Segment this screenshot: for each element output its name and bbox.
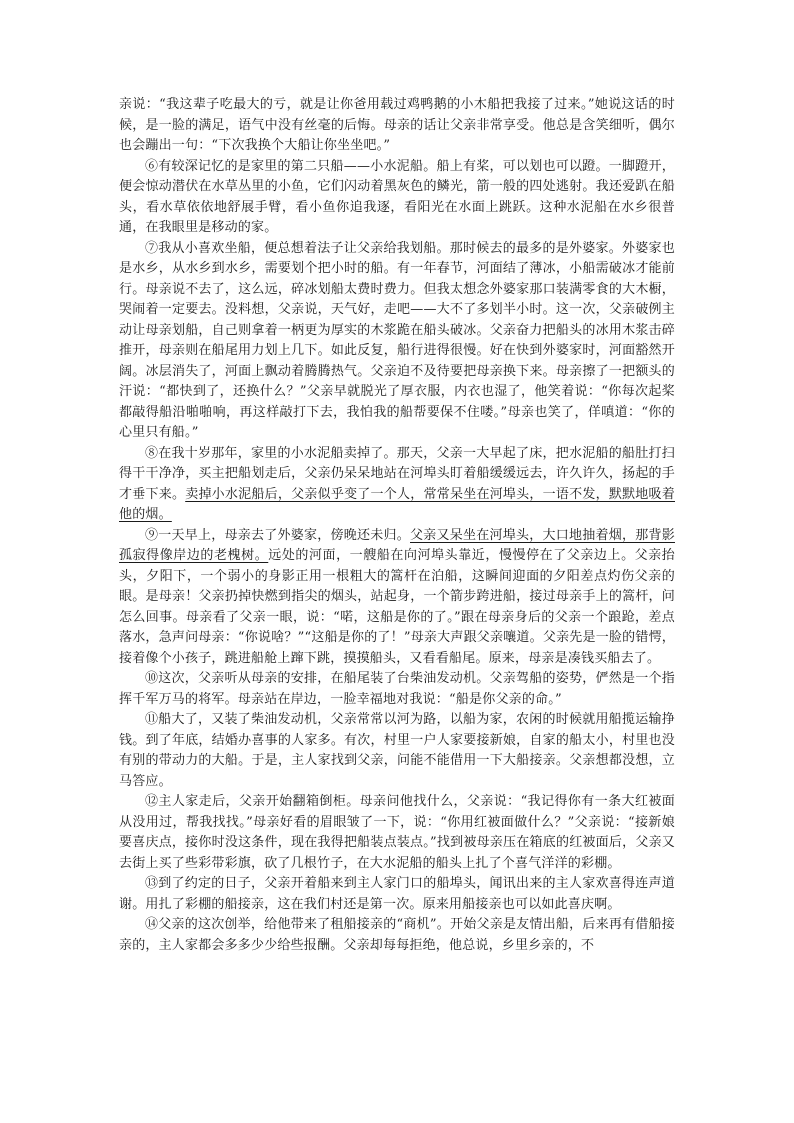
paragraph-text: ⑧在我十岁那年，家里的小水泥船卖掉了。那天，父亲一大早起了床，把水泥船的船肚打扫得干干净净，买主把船划走后，父亲仍呆呆地站在河埠头盯着船缓缓远去，许久许久，扬起的手才垂下来。 <box>119 445 675 502</box>
underlined-sentence: 父亲又呆坐在河埠头，大口地抽着烟，那背影孤寂得像岸边的老槐树。 <box>119 527 675 563</box>
paragraph-text: ⑬到了约定的日子，父亲开着船来到主人家门口的船埠头，闻讯出来的主人家欢喜得连声道谢。用扎了彩棚的船接亲，这在我们村还是第一次。原来用船接亲也可以如此喜庆啊。 <box>119 876 675 912</box>
paragraph-10 <box>119 669 675 710</box>
paragraph-text: ⑨一天早上，母亲去了外婆家，傍晚还未归。 <box>145 527 411 543</box>
underlined-sentence: 卖掉小水泥船后，父亲似乎变了一个人，常常呆坐在河埠头，一语不发，默默地吸着他的烟。 <box>119 486 675 522</box>
paragraph-text: 亲说：“我这辈子吃最大的亏，就是让你爸用载过鸡鸭鹅的小木船把我接了过来。”她说这话的时候，是一脸的满足，语气中没有丝毫的后悔。母亲的话让父亲非常享受。他总是含笑细听，偶尔也会蹦出一句：“下次我换个大船让你坐坐吧。” <box>119 97 675 153</box>
paragraph-14 <box>119 915 675 956</box>
paragraph-7 <box>119 239 675 444</box>
paragraph-12 <box>119 792 675 874</box>
paragraph-continued <box>119 95 675 157</box>
paragraph-11 <box>119 710 675 792</box>
paragraph-8 <box>119 444 675 526</box>
paragraph-text: ⑩这次，父亲听从母亲的安排，在船尾装了台柴油发动机。父亲驾船的姿势，俨然是一个指挥千军万马的将军。母亲站在岸边，一脸幸福地对我说：“船是你父亲的命。” <box>119 671 675 707</box>
paragraph-text: ⑥有较深记忆的是家里的第二只船——小水泥船。船上有桨，可以划也可以蹬。一脚蹬开，便会惊动潜伏在水草丛里的小鱼，它们闪动着黑灰色的鳞光，箭一般的四处逃射。我还爱趴在船头，看水草依依地舒展手臂，看小鱼你追我逐，看阳光在水面上跳跃。这种水泥船在水乡很普通，在我眼里是移动的家。 <box>119 158 675 235</box>
paragraph-9 <box>119 526 675 670</box>
paragraph-text: ⑫主人家走后，父亲开始翻箱倒柜。母亲问他找什么，父亲说：“我记得你有一条大红被面从没用过，帮我找找。”母亲好看的眉眼皱了一下，说：“你用红被面做什么？”父亲说：“接新娘要喜庆点，接你时没这条件，现在我得把船装点装点。”找到被母亲压在箱底的红被面后，父亲又去街上买了些彩带彩旗，砍了几根竹子，在大水泥船的船头上扎了个喜气洋洋的彩棚。 <box>119 794 675 871</box>
article-body <box>119 95 675 956</box>
paragraph-text-after: 远处的河面，一艘船在向河埠头靠近，慢慢停在了父亲边上。父亲抬头，夕阳下，一个弱小的身影正用一根粗大的篙杆在泊船，这瞬间迎面的夕阳差点灼伤父亲的眼。是母亲！父亲扔掉快燃到指尖的烟头，站起身，一个箭步跨进船，接过母亲手上的篙杆，问怎么回事。母亲看了父亲一眼，说：“喏，这船是你的了。”跟在母亲身后的父亲一个踉跄，差点落水，急声问母亲：“你说啥？”“这船是你的了！”母亲大声跟父亲嚷道。父亲先是一脸的错愕，接着像个小孩子，跳进船舱上蹿下跳，摸摸船头，又看看船尾。原来，母亲是凑钱买船去了。 <box>119 548 675 666</box>
paragraph-text: ⑦我从小喜欢坐船，便总想着法子让父亲给我划船。那时候去的最多的是外婆家。外婆家也是水乡，从水乡到水乡，需要划个把小时的船。有一年春节，河面结了薄冰，小船需破冰才能前行。母亲说不去了，这么远，碎冰划船太费时费力。但我太想念外婆家那口装满零食的大木橱，哭闹着一定要去。没料想，父亲说，天气好，走吧——大不了多划半小时。这一次，父亲破例主动让母亲划船，自己则拿着一柄更为厚实的木浆跪在船头破冰。父亲奋力把船头的冰用木浆击碎推开，母亲则在船尾用力划上几下。如此反复，船行进得很慢。好在快到外婆家时，河面豁然开阔。冰层消失了，河面上飘动着腾腾热气。父亲迫不及待要把母亲换下来。母亲擦了一把额头的汗说：“都快到了，还换什么？”父亲早就脱光了厚衣服，内衣也湿了，他笑着说：“你每次起桨都敲得船沿啪啪响，再这样敲打下去，我怕我的船帮要保不住喽。”母亲也笑了，佯嗔道：“你的心里只有船。” <box>119 240 675 440</box>
paragraph-13 <box>119 874 675 915</box>
paragraph-6 <box>119 157 675 239</box>
paragraph-text: ⑪船大了，又装了柴油发动机，父亲常常以河为路，以船为家，农闲的时候就用船揽运输挣钱。到了年底，结婚办喜事的人家多。有次，村里一户人家要接新娘，自家的船太小，村里也没有别的带动力的大船。于是，主人家找到父亲，问能不能借用一下大船接亲。父亲想都没想，立马答应。 <box>119 712 675 789</box>
paragraph-text: ⑭父亲的这次创举，给他带来了租船接亲的“商机”。开始父亲是友情出船，后来再有借船接亲的，主人家都会多多少少给些报酬。父亲却每每拒绝，他总说，乡里乡亲的，不 <box>119 917 675 953</box>
